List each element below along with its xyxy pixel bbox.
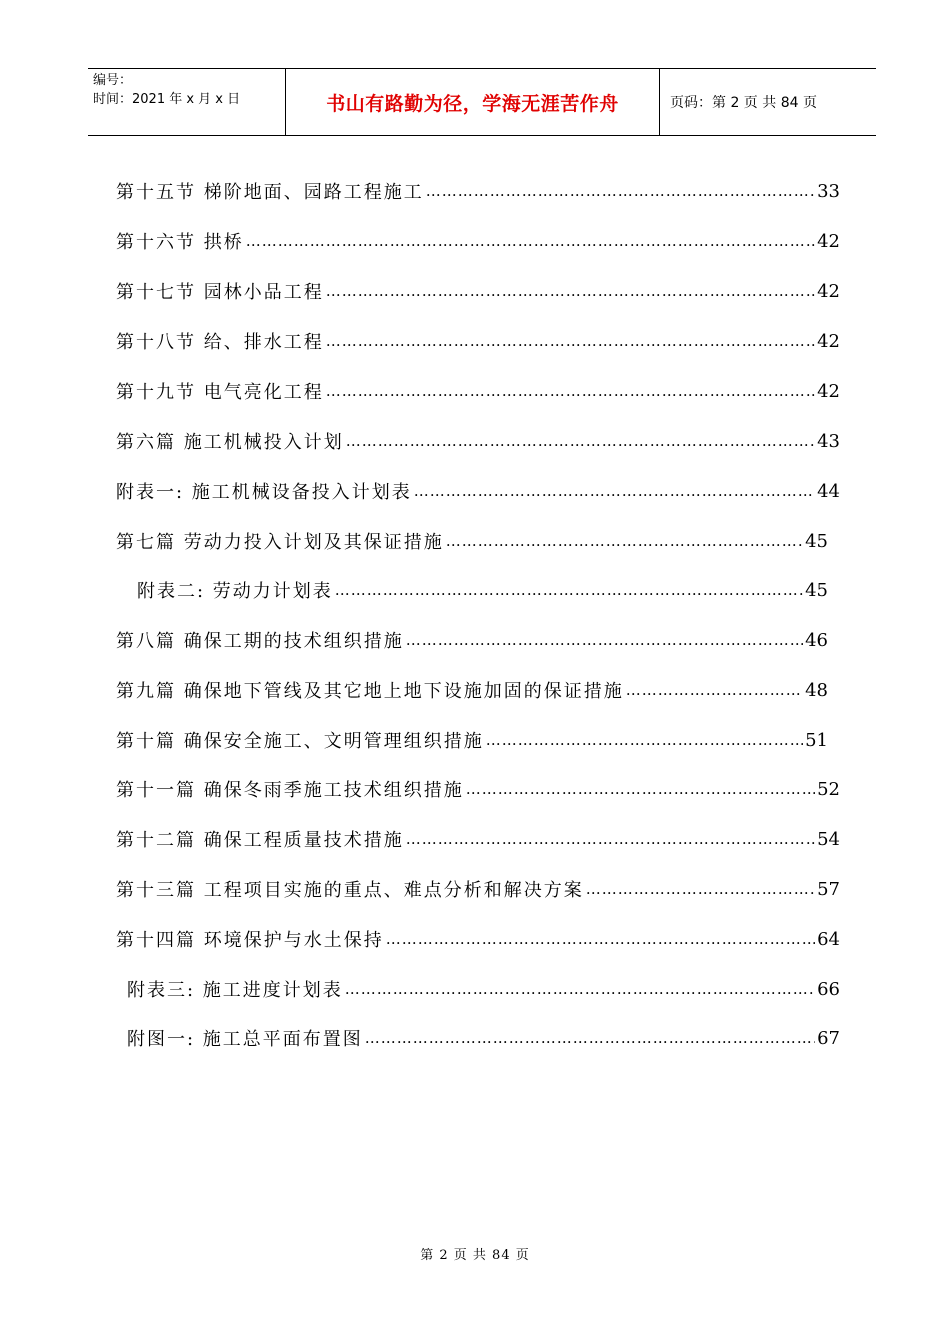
toc-entry-title: 第十七节 园林小品工程 xyxy=(116,282,324,303)
toc-entry-page: 54 xyxy=(817,828,840,850)
toc-entry-title: 第六篇 施工机械投入计划 xyxy=(116,432,344,453)
toc-entry-page: 45 xyxy=(805,579,828,601)
date-label: 时间：2021 年 x 月 x 日 xyxy=(93,92,241,107)
toc-entry-title: 附表二: 劳动力计划表 xyxy=(137,581,333,602)
toc-entry-title: 第十五节 梯阶地面、园路工程施工 xyxy=(116,182,424,203)
toc-leader-dots xyxy=(414,482,815,500)
toc-entry-page: 42 xyxy=(817,330,840,352)
toc-entry-title: 第八篇 确保工期的技术组织措施 xyxy=(116,631,404,652)
toc-entry-page: 64 xyxy=(817,928,840,950)
toc-entry-page: 52 xyxy=(817,778,840,800)
toc-leader-dots xyxy=(365,1029,815,1047)
toc-entry[interactable] xyxy=(116,375,840,407)
toc-leader-dots xyxy=(586,880,815,898)
toc-entry[interactable] xyxy=(116,724,828,756)
toc-leader-dots xyxy=(406,631,803,649)
toc-leader-dots xyxy=(326,382,815,400)
toc-entry-title: 附图一: 施工总平面布置图 xyxy=(127,1029,363,1050)
toc-leader-dots xyxy=(246,232,815,250)
toc-entry-page: 42 xyxy=(817,380,840,402)
toc-entry[interactable] xyxy=(116,525,828,557)
toc-entry[interactable] xyxy=(116,325,840,357)
toc-entry[interactable] xyxy=(137,574,828,606)
page-footer xyxy=(0,1244,950,1263)
toc-entry-title: 第十篇 确保安全施工、文明管理组织措施 xyxy=(116,731,484,752)
toc-entry-page: 66 xyxy=(817,978,840,1000)
toc-entry[interactable] xyxy=(127,973,840,1005)
toc-leader-dots xyxy=(446,532,803,550)
toc-entry[interactable] xyxy=(116,674,828,706)
toc-entry[interactable] xyxy=(116,923,840,955)
toc-entry-title: 第十三篇 工程项目实施的重点、难点分析和解决方案 xyxy=(116,880,584,901)
toc-entry-page: 33 xyxy=(817,180,840,202)
toc-entry[interactable] xyxy=(116,624,828,656)
toc-entry-title: 第十四篇 环境保护与水土保持 xyxy=(116,930,384,951)
toc-entry[interactable] xyxy=(116,425,840,457)
toc-entry-title: 第十九节 电气亮化工程 xyxy=(116,382,324,403)
footer-page-number: 第 2 页 共 84 页 xyxy=(420,1248,530,1263)
toc-entry[interactable] xyxy=(116,873,840,905)
toc-entry-page: 46 xyxy=(805,629,828,651)
toc-leader-dots xyxy=(335,581,803,599)
toc-entry-page: 67 xyxy=(817,1027,840,1049)
toc-leader-dots xyxy=(346,432,815,450)
toc-entry-page: 44 xyxy=(817,480,840,502)
toc-leader-dots xyxy=(326,282,815,300)
toc-entry[interactable] xyxy=(116,175,840,207)
toc-entry-page: 48 xyxy=(805,679,828,701)
toc-entry[interactable] xyxy=(116,225,840,257)
toc-entry-title: 第七篇 劳动力投入计划及其保证措施 xyxy=(116,532,444,553)
header-page-info: 页码：第 2 页 共 84 页 xyxy=(670,95,817,111)
toc-entry[interactable] xyxy=(116,773,840,805)
toc-entry-title: 第九篇 确保地下管线及其它地上地下设施加固的保证措施 xyxy=(116,681,624,702)
toc-entry-title: 附表三: 施工进度计划表 xyxy=(127,980,343,1001)
toc-entry-title: 附表一: 施工机械设备投入计划表 xyxy=(116,482,412,503)
toc-leader-dots xyxy=(626,681,803,699)
toc-entry[interactable] xyxy=(116,823,840,855)
toc-leader-dots xyxy=(486,731,803,749)
serial-number-label: 编号： xyxy=(93,73,133,88)
toc-entry-page: 43 xyxy=(817,430,840,452)
toc-leader-dots xyxy=(406,830,815,848)
toc-entry-title: 第十八节 给、排水工程 xyxy=(116,332,324,353)
toc-entry[interactable] xyxy=(116,275,840,307)
toc-entry[interactable] xyxy=(127,1022,840,1054)
toc-entry-title: 第十六节 拱桥 xyxy=(116,232,244,253)
toc-entry-title: 第十一篇 确保冬雨季施工技术组织措施 xyxy=(116,780,464,801)
toc-leader-dots xyxy=(466,780,815,798)
toc-leader-dots xyxy=(326,332,815,350)
toc-entry-page: 51 xyxy=(805,729,828,751)
toc-leader-dots xyxy=(426,182,815,200)
toc-entry-page: 42 xyxy=(817,230,840,252)
toc-leader-dots xyxy=(386,930,815,948)
toc-entry-title: 第十二篇 确保工程质量技术措施 xyxy=(116,830,404,851)
header-meta-cell xyxy=(88,69,286,135)
toc-entry-page: 57 xyxy=(817,878,840,900)
header-motto: 书山有路勤为径，学海无涯苦作舟 xyxy=(286,69,660,135)
toc-entry[interactable] xyxy=(116,475,840,507)
toc-entry-page: 42 xyxy=(817,280,840,302)
document-header xyxy=(88,68,876,136)
toc-entry-page: 45 xyxy=(805,530,828,552)
toc-leader-dots xyxy=(345,980,815,998)
